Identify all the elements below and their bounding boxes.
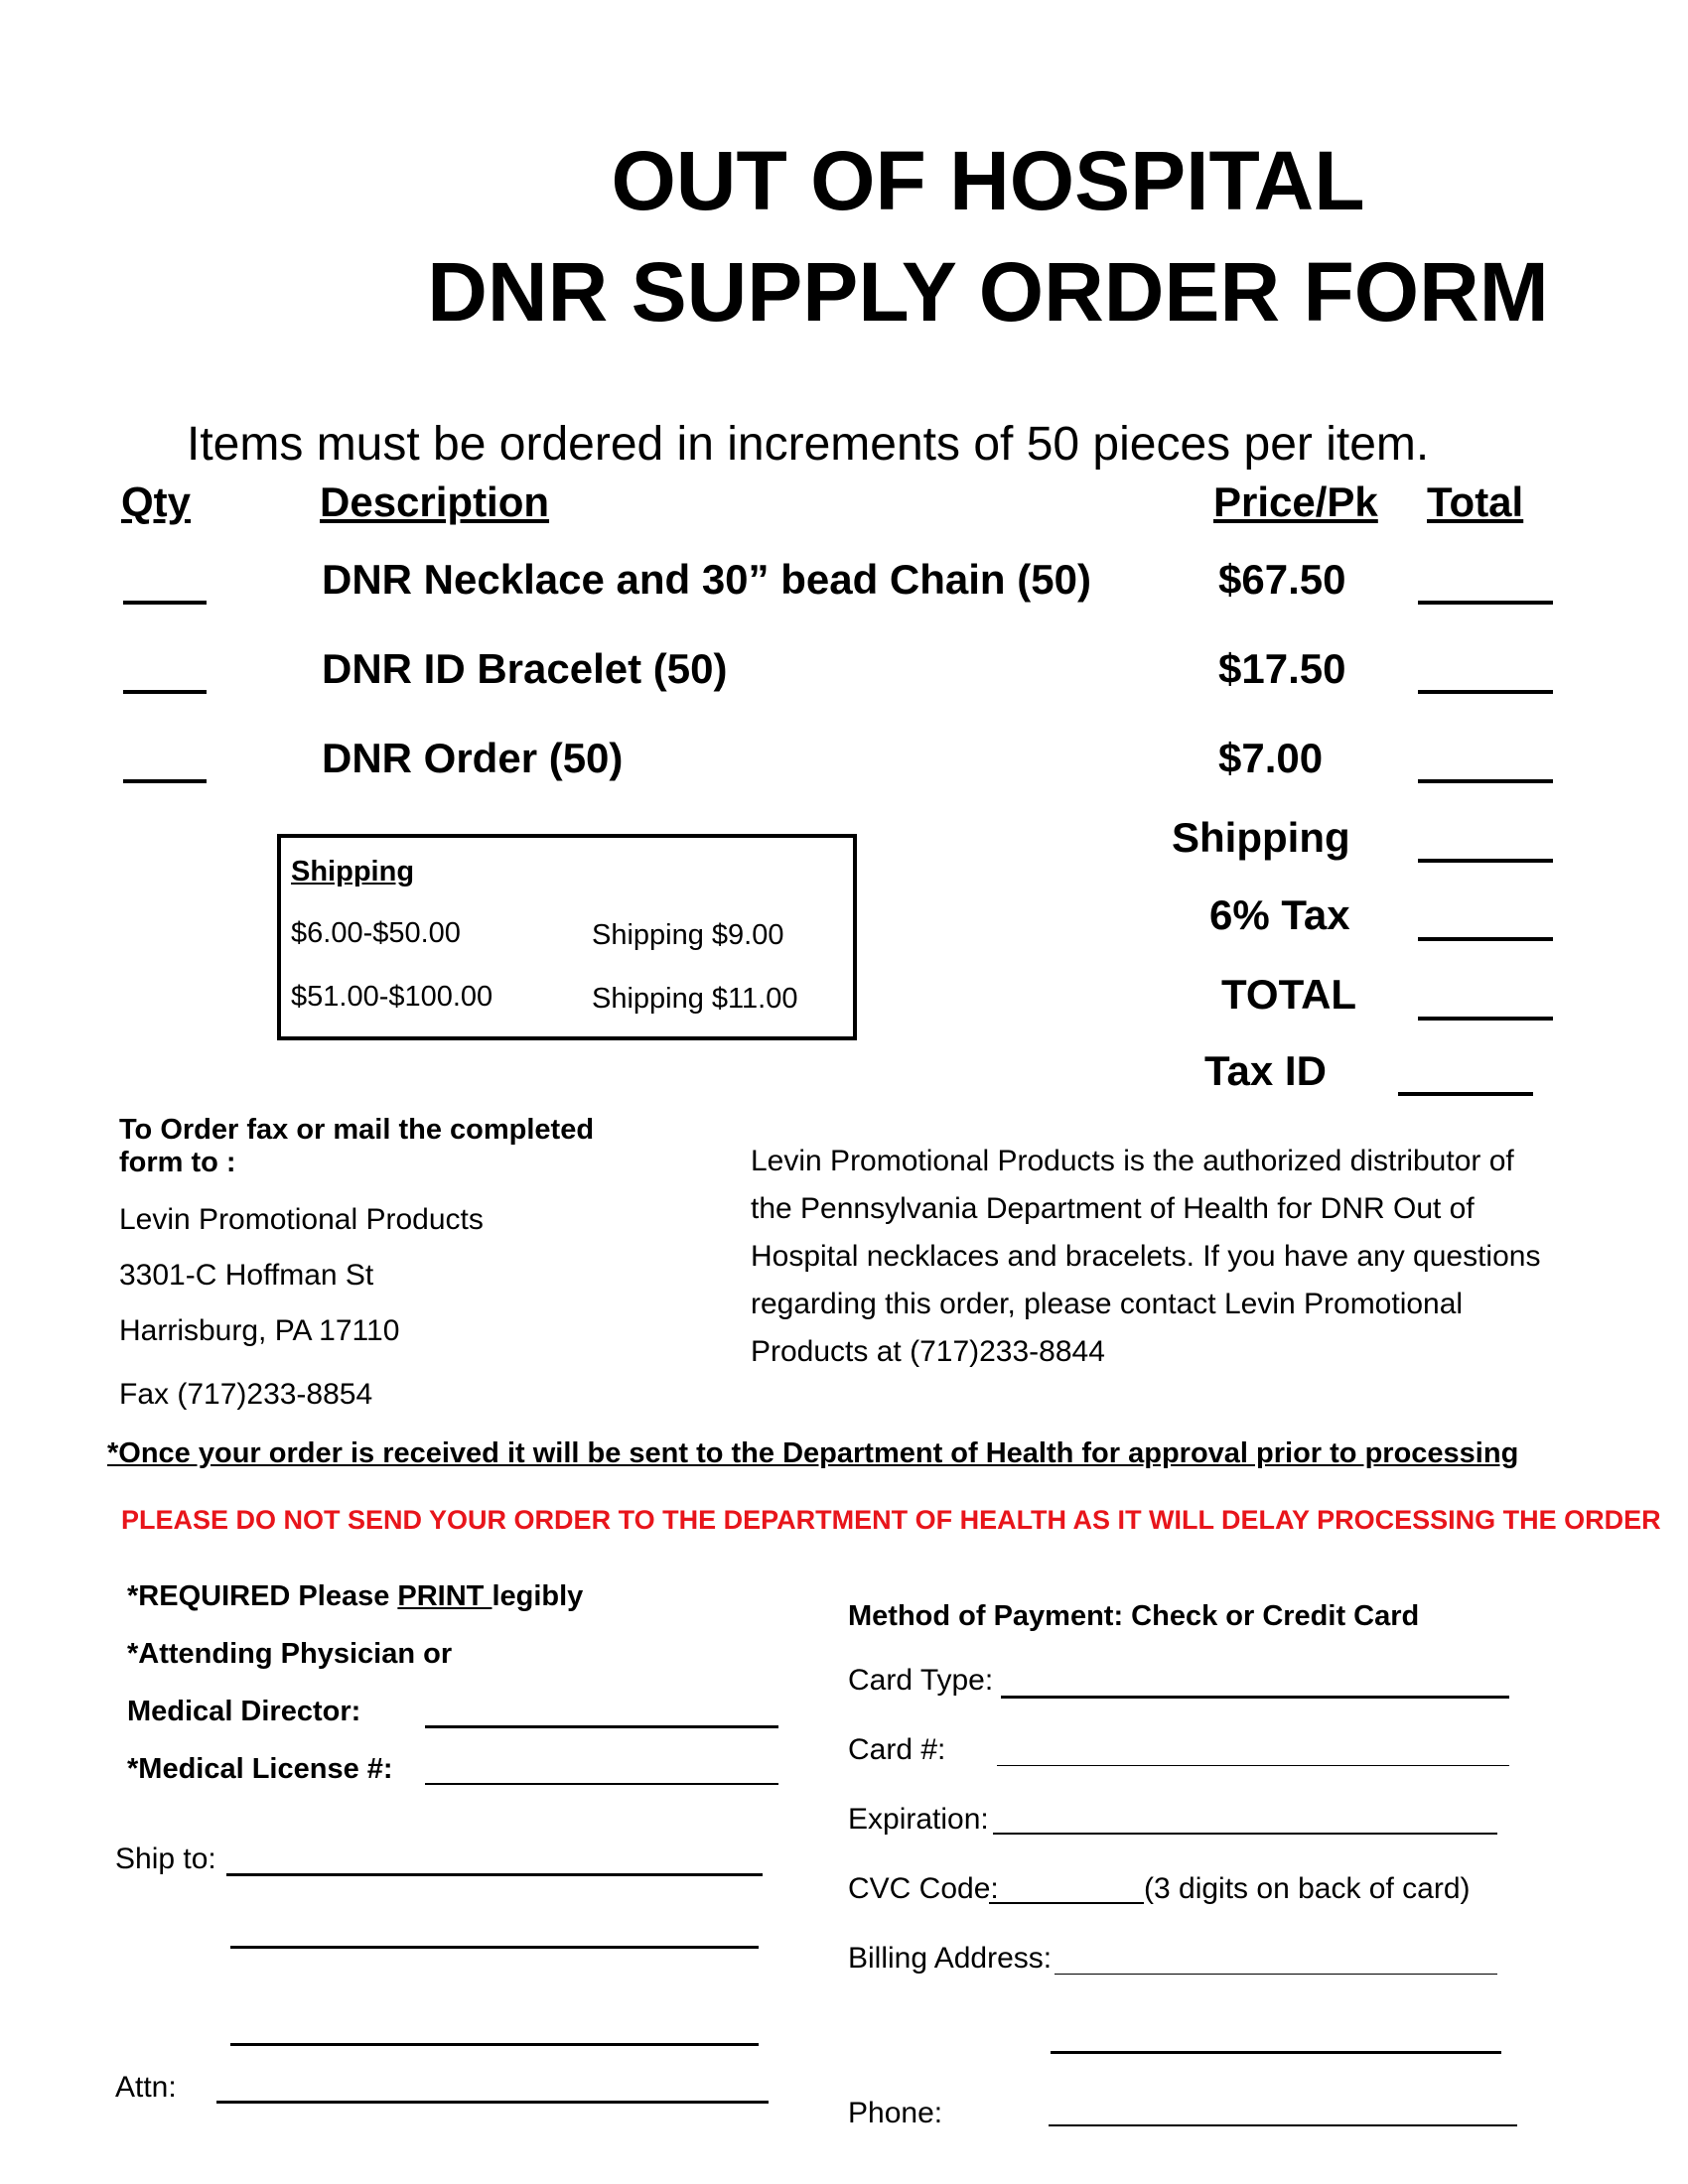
- item-price: $67.50: [1218, 556, 1346, 603]
- item-description: DNR Necklace and 30” bead Chain (50): [322, 556, 1091, 603]
- physician-label-line1: *Attending Physician or: [127, 1638, 453, 1670]
- required-suffix: legibly: [492, 1580, 584, 1612]
- price-header: Price/Pk: [1213, 478, 1378, 525]
- qty-header: Qty: [121, 478, 192, 525]
- company-name: Levin Promotional Products: [119, 1203, 484, 1236]
- qty-field[interactable]: [123, 779, 207, 783]
- card-type-field[interactable]: [1001, 1696, 1509, 1699]
- phone-label: Phone:: [848, 2097, 943, 2129]
- license-field[interactable]: [425, 1783, 778, 1785]
- card-number-field[interactable]: [997, 1765, 1509, 1766]
- street-address: 3301-C Hoffman St: [119, 1259, 374, 1292]
- tax-field[interactable]: [1418, 937, 1553, 941]
- item-price: $17.50: [1218, 645, 1346, 692]
- approval-note: *Once your order is received it will be sent to the Department of Health for approval prior to processing: [107, 1437, 1519, 1469]
- required-prefix: *REQUIRED Please: [127, 1580, 398, 1612]
- shipping-rates-box: [277, 834, 857, 1040]
- shipping-cost: Shipping $9.00: [592, 919, 784, 951]
- payment-heading: Method of Payment: Check or Credit Card: [848, 1600, 1420, 1632]
- description-header: Description: [320, 478, 550, 525]
- total-header: Total: [1427, 478, 1524, 525]
- billing-field-line2[interactable]: [1051, 2051, 1501, 2054]
- grand-total-field[interactable]: [1418, 1017, 1553, 1021]
- ship-to-field-line3[interactable]: [230, 2043, 759, 2046]
- order-heading-line1: To Order fax or mail the completed: [119, 1114, 595, 1146]
- shipping-label: Shipping: [1172, 814, 1350, 861]
- shipping-range: $51.00-$100.00: [291, 981, 493, 1013]
- item-description: DNR Order (50): [322, 735, 624, 781]
- shipping-box-title: Shipping: [291, 856, 415, 887]
- form-title-line2: DNR SUPPLY ORDER FORM: [427, 245, 1549, 339]
- total-field[interactable]: [1418, 601, 1553, 605]
- distributor-note: Levin Promotional Products is the authorized distributor of the Pennsylvania Department of Health for DNR Out of Hospital necklaces and bracelets. If you have any questions regarding this order, please contact Levin Promotional Products at (717)233-8844: [751, 1145, 1541, 1368]
- qty-field[interactable]: [123, 601, 207, 605]
- physician-label-line2: Medical Director:: [127, 1696, 361, 1727]
- required-note: [127, 1580, 583, 1613]
- ship-to-field-line2[interactable]: [230, 1946, 759, 1949]
- license-label: *Medical License #:: [127, 1753, 393, 1785]
- billing-field-line1[interactable]: [1055, 1974, 1497, 1975]
- ship-to-field-line1[interactable]: [226, 1873, 763, 1876]
- shipping-field[interactable]: [1418, 859, 1553, 863]
- cvc-label: CVC Code:: [848, 1872, 999, 1905]
- total-field[interactable]: [1418, 690, 1553, 694]
- qty-field[interactable]: [123, 690, 207, 694]
- expiration-field[interactable]: [993, 1833, 1497, 1835]
- physician-field[interactable]: [425, 1725, 778, 1728]
- ship-to-label: Ship to:: [115, 1843, 216, 1875]
- print-word: PRINT: [397, 1580, 492, 1612]
- order-heading-line2: form to :: [119, 1147, 236, 1178]
- total-field[interactable]: [1418, 779, 1553, 783]
- cvc-field[interactable]: [989, 1902, 1144, 1904]
- tax-id-field[interactable]: [1398, 1092, 1533, 1096]
- attn-label: Attn:: [115, 2071, 177, 2104]
- city-address: Harrisburg, PA 17110: [119, 1314, 400, 1347]
- item-description: DNR ID Bracelet (50): [322, 645, 728, 692]
- grand-total-label: TOTAL: [1221, 971, 1357, 1018]
- form-title-line1: OUT OF HOSPITAL: [611, 134, 1365, 227]
- item-price: $7.00: [1218, 735, 1324, 781]
- card-type-label: Card Type:: [848, 1664, 994, 1697]
- card-number-label: Card #:: [848, 1733, 946, 1766]
- attn-field[interactable]: [216, 2101, 769, 2104]
- tax-label: 6% Tax: [1209, 891, 1350, 938]
- shipping-cost: Shipping $11.00: [592, 983, 798, 1015]
- expiration-label: Expiration:: [848, 1803, 989, 1836]
- shipping-range: $6.00-$50.00: [291, 917, 461, 949]
- tax-id-label: Tax ID: [1204, 1047, 1327, 1094]
- increment-note: Items must be ordered in increments of 50 pieces per item.: [187, 418, 1430, 471]
- fax-number: Fax (717)233-8854: [119, 1378, 373, 1411]
- warning-text: PLEASE DO NOT SEND YOUR ORDER TO THE DEPARTMENT OF HEALTH AS IT WILL DELAY PROCESSING THE ORDER: [121, 1505, 1661, 1535]
- cvc-hint: (3 digits on back of card): [1144, 1872, 1471, 1905]
- billing-label: Billing Address:: [848, 1942, 1053, 1975]
- phone-field[interactable]: [1049, 2124, 1517, 2126]
